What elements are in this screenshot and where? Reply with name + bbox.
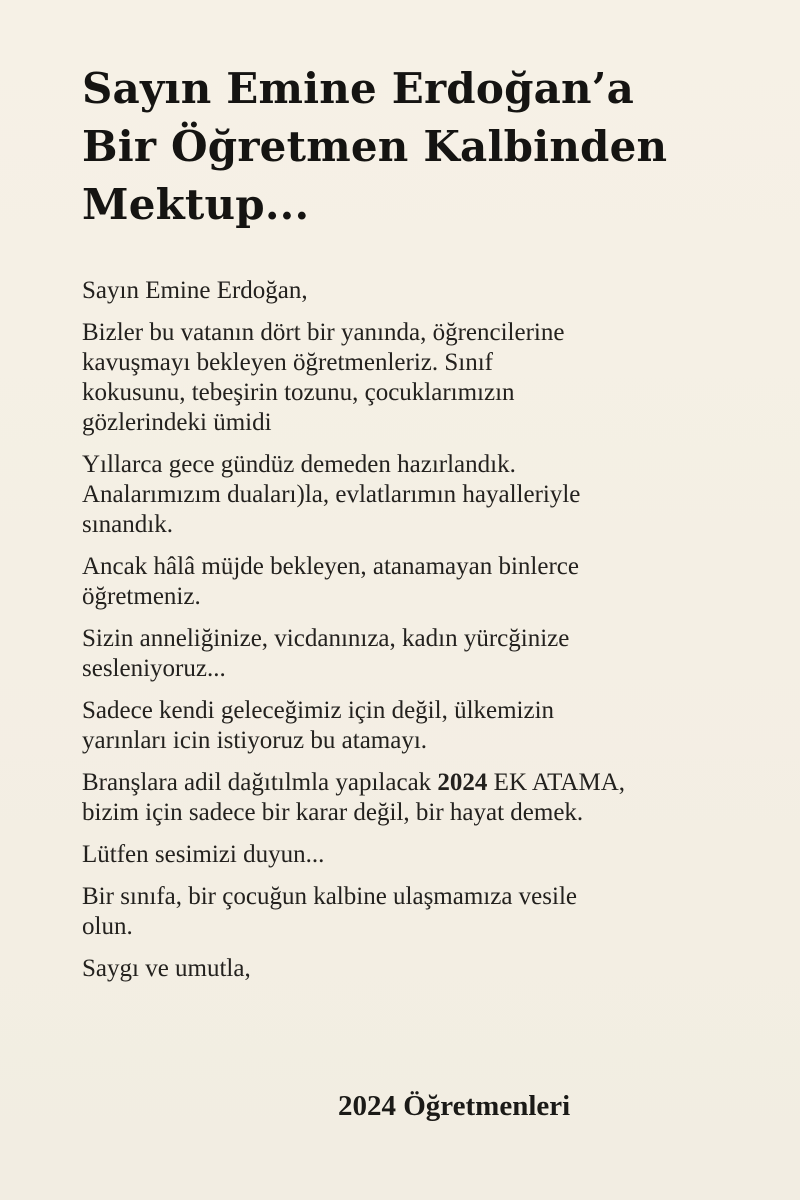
paragraph-still-waiting <box>82 552 762 612</box>
paragraph-line: Sizin anneliğinize, vicdanınıza, kadın yürcğinize <box>82 625 570 652</box>
salutation: Sayın Emine Erdoğan, <box>82 277 308 304</box>
paragraph-line: Sadece kendi geleceğimiz için değil, ülkemizin <box>82 697 555 724</box>
paragraph-years-of-preparation <box>82 450 762 540</box>
atama-prefix: Branşlara adil dağıtılmla yapılacak <box>82 769 438 796</box>
paragraph-line: Yıllarca gece gündüz demeden hazırlandık. <box>82 451 516 478</box>
signature: 2024 Öğretmenleri <box>338 1090 571 1122</box>
paragraph-line: kokusunu, tebeşirin tozunu, çocuklarımızın <box>82 379 515 406</box>
title-line-2: Bir Öğretmen Kalbinden <box>82 122 668 171</box>
paragraph-line: sınandık. <box>82 511 173 538</box>
paragraph-line: sesleniyoruz... <box>82 655 226 682</box>
atama-year: 2024 <box>437 769 488 796</box>
paragraph-line <box>82 768 762 798</box>
title-line-3: Mektup... <box>82 180 310 229</box>
letter-title <box>82 60 762 234</box>
paragraph-future <box>82 696 762 756</box>
paragraph-line: kavuşmayı bekleyen öğretmenleriz. Sınıf <box>82 349 493 376</box>
paragraph-ek-atama <box>82 768 762 828</box>
paragraph-line: Bizler bu vatanın dört bir yanında, öğrencilerine <box>82 319 565 346</box>
paragraph-line: Ancak hâlâ müjde bekleyen, atanamayan binlerce <box>82 553 579 580</box>
paragraph-line: yarınları icin istiyoruz bu atamayı. <box>82 727 428 754</box>
paragraph-appeal <box>82 624 762 684</box>
paragraph-line: öğretmeniz. <box>82 583 201 610</box>
paragraph-hear-us <box>82 840 762 870</box>
paragraph-teachers-waiting <box>82 318 762 438</box>
paragraph-line: olun. <box>82 913 133 940</box>
closing-line: Saygı ve umutla, <box>82 955 251 982</box>
paragraph-line: Lütfen sesimizi duyun... <box>82 841 325 868</box>
letter-body <box>82 276 762 984</box>
paragraph-classroom <box>82 882 762 942</box>
paragraph-line: bizim için sadece bir karar değil, bir hayat demek. <box>82 799 584 826</box>
paragraph-line: Bir sınıfa, bir çocuğun kalbine ulaşmamıza vesile <box>82 883 577 910</box>
paragraph-line: gözlerindeki ümidi <box>82 409 272 436</box>
atama-suffix: EK ATAMA, <box>487 769 626 796</box>
title-line-1: Sayın Emine Erdoğan’a <box>82 64 635 113</box>
paragraph-line: Analarımızım duaları)la, evlatlarımın hayalleriyle <box>82 481 581 508</box>
